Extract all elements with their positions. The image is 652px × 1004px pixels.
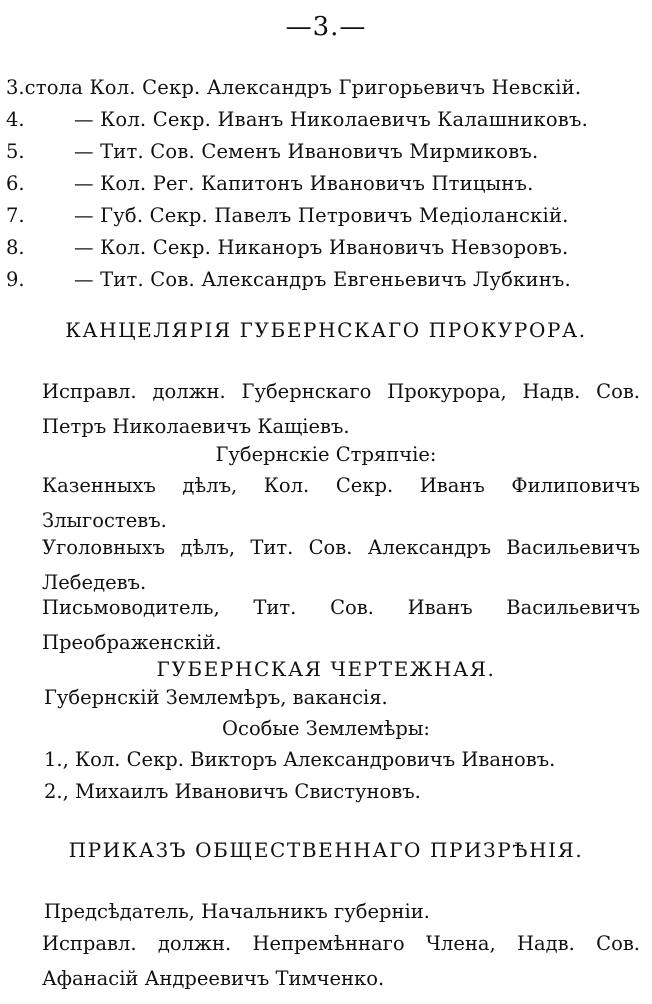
item-text: — Тит. Сов. Александръ Евгеньевичъ Лубкинъ. — [74, 268, 571, 291]
item-number: 5. — [6, 140, 25, 163]
list-item — [6, 200, 642, 232]
item-text: стола Кол. Секр. Александръ Григорьевичъ Невскій. — [24, 76, 582, 99]
list-item — [6, 264, 642, 296]
list-item — [6, 72, 642, 104]
charity-member — [12, 926, 640, 996]
prosecutor-state — [12, 468, 640, 538]
item-number: 3. — [6, 76, 25, 99]
list-item — [6, 104, 642, 136]
list-item: 1., Кол. Секр. Викторъ Александровичъ Ивановъ. — [44, 748, 556, 771]
item-number: 8. — [6, 236, 25, 259]
item-number: 9. — [6, 268, 25, 291]
member-text: Исправл. должн. Непремѣннаго Члена, Надв. Сов. Афанасій Андреевичъ Тимченко. — [42, 932, 640, 990]
prosecutor-heading: КАНЦЕЛЯРІЯ ГУБЕРНСКАГО ПРОКУРОРА. — [65, 318, 587, 342]
surveyors-subheading: Особые Землемѣры: — [222, 717, 430, 740]
list-item: 2., Михаилъ Ивановичъ Свистуновъ. — [44, 780, 421, 803]
surveyor-line: Губернскій Землемѣръ, вакансія. — [44, 686, 388, 709]
drafting-heading: ГУБЕРНСКАЯ ЧЕРТЕЖНАЯ. — [156, 657, 496, 681]
item-number: 6. — [6, 172, 25, 195]
charity-heading: ПРИКАЗЪ ОБЩЕСТВЕННАГО ПРИЗРѢНІЯ. — [68, 838, 584, 862]
prosecutor-acting — [12, 374, 640, 444]
item-number: 4. — [6, 108, 25, 131]
item-text: — Губ. Секр. Павелъ Петровичъ Медіоланскій. — [74, 204, 569, 227]
list-item — [6, 232, 642, 264]
list-item — [6, 136, 642, 168]
item-text: — Кол. Рег. Капитонъ Ивановичъ Птицынъ. — [74, 172, 534, 195]
page-number: —3.— — [285, 12, 367, 42]
chairman-line: Предсѣдатель, Начальникъ губерніи. — [44, 900, 430, 923]
item-number: 7. — [6, 204, 25, 227]
prosecutor-clerk — [12, 590, 640, 660]
solicitors-subheading: Губернскіе Стряпчіе: — [215, 443, 437, 466]
item-text: — Тит. Сов. Семенъ Ивановичъ Мирмиковъ. — [74, 140, 539, 163]
item-text: — Кол. Секр. Никаноръ Ивановичъ Невзоровъ. — [74, 236, 569, 259]
acting-text: Исправл. должн. Губернскаго Прокурора, Надв. Сов. Петръ Николаевичъ Кащіевъ. — [42, 380, 640, 438]
item-text: — Кол. Секр. Иванъ Николаевичъ Калашниковъ. — [74, 108, 588, 131]
state-text: Казенныхъ дѣлъ, Кол. Секр. Иванъ Филиповичъ Злыгостевъ. — [42, 474, 640, 532]
staff-list — [6, 72, 642, 296]
list-item — [6, 168, 642, 200]
clerk-text: Письмоводитель, Тит. Сов. Иванъ Васильевичъ Преображенскій. — [42, 596, 640, 654]
criminal-text: Уголовныхъ дѣлъ, Тит. Сов. Александръ Васильевичъ Лебедевъ. — [42, 536, 640, 594]
